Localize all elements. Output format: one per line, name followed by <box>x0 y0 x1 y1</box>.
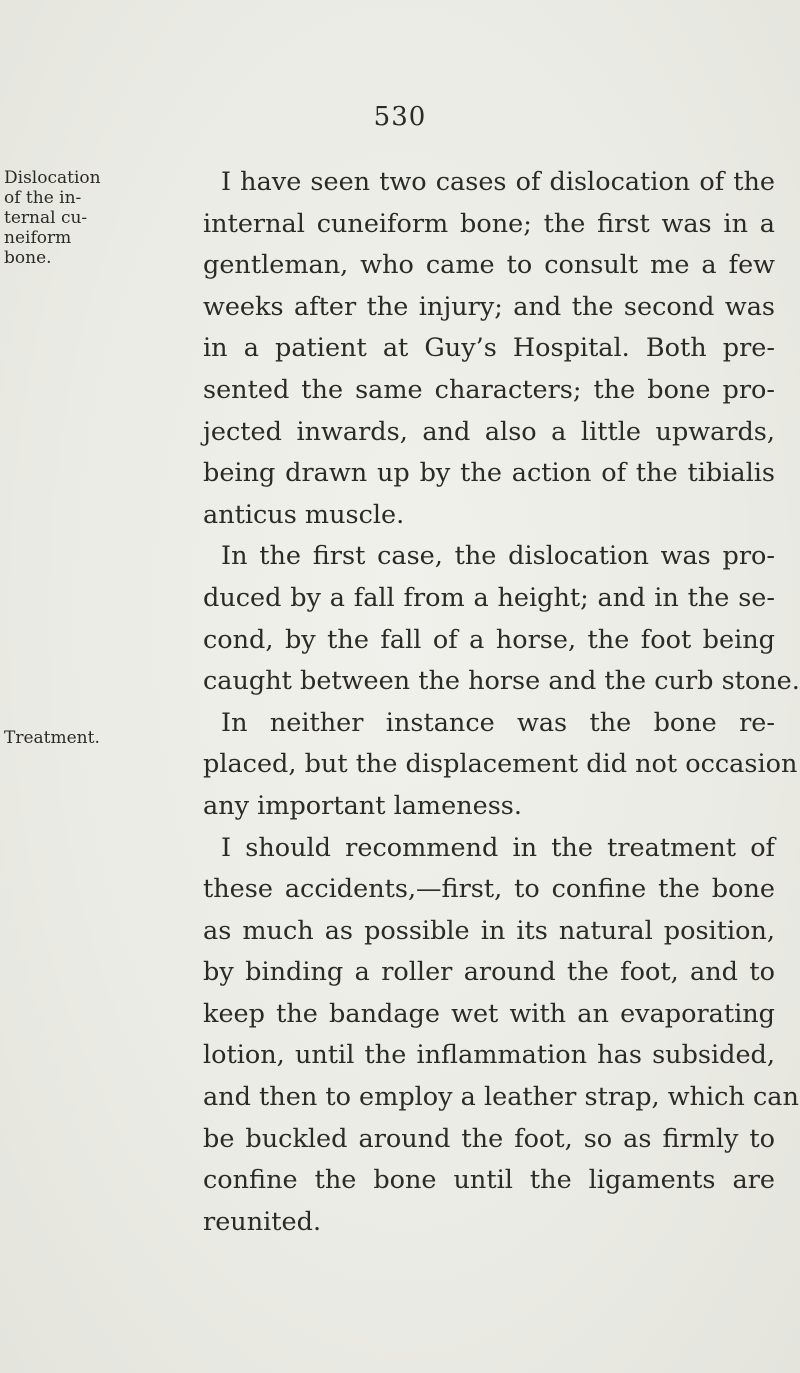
page-number: 530 <box>373 102 427 132</box>
text-line: these accidents,—first, to confine the bone <box>203 874 775 905</box>
text-line: lotion, until the inflammation has subsided, <box>203 1040 775 1071</box>
paragraph-1 <box>203 162 775 536</box>
paragraph-3 <box>203 703 798 828</box>
text-line: caught between the horse and the curb stone. <box>203 666 800 697</box>
text-line: placed, but the displacement did not occasion <box>203 749 798 780</box>
text-line: I should recommend in the treatment of <box>221 832 775 863</box>
text-line: by binding a roller around the foot, and to <box>203 957 775 988</box>
margin-note-treatment <box>4 728 154 748</box>
text-line: jected inwards, and also a little upwards, <box>203 416 775 447</box>
margin-note-line: bone. <box>4 248 52 268</box>
text-line: confine the bone until the ligaments are <box>203 1165 775 1196</box>
text-line: duced by a fall from a height; and in the se- <box>203 582 775 613</box>
text-line: In the first case, the dislocation was pro- <box>221 541 775 572</box>
margin-note-line: of the in- <box>4 188 82 208</box>
text-line: cond, by the fall of a horse, the foot being <box>203 624 775 655</box>
text-line: in a patient at Guy’s Hospital. Both pre- <box>203 333 775 364</box>
text-line: gentleman, who came to consult me a few <box>203 250 775 281</box>
body-text <box>203 162 800 1243</box>
text-line: and then to employ a leather strap, which can <box>203 1082 799 1113</box>
text-line: internal cuneiform bone; the first was in a <box>203 208 775 239</box>
text-line: weeks after the injury; and the second was <box>203 291 775 322</box>
text-line: any important lameness. <box>203 790 522 821</box>
text-line: sented the same characters; the bone pro- <box>203 374 775 405</box>
text-line: reunited. <box>203 1206 322 1237</box>
text-line: as much as possible in its natural position, <box>203 915 775 946</box>
margin-note-line: Dislocation <box>4 168 101 188</box>
paragraph-2 <box>203 536 800 702</box>
margin-note-line: ternal cu- <box>4 208 88 228</box>
margin-note-line: Treatment. <box>4 728 100 748</box>
text-line: keep the bandage wet with an evaporating <box>203 998 775 1029</box>
margin-note-dislocation <box>4 168 154 268</box>
paragraph-4 <box>203 828 799 1244</box>
text-line: I have seen two cases of dislocation of the <box>221 167 775 197</box>
text-line: being drawn up by the action of the tibialis <box>203 458 775 489</box>
text-line: be buckled around the foot, so as firmly to <box>203 1123 775 1154</box>
text-line: In neither instance was the bone re- <box>221 707 775 738</box>
text-line: anticus muscle. <box>203 499 405 530</box>
margin-note-line: neiform <box>4 228 72 248</box>
